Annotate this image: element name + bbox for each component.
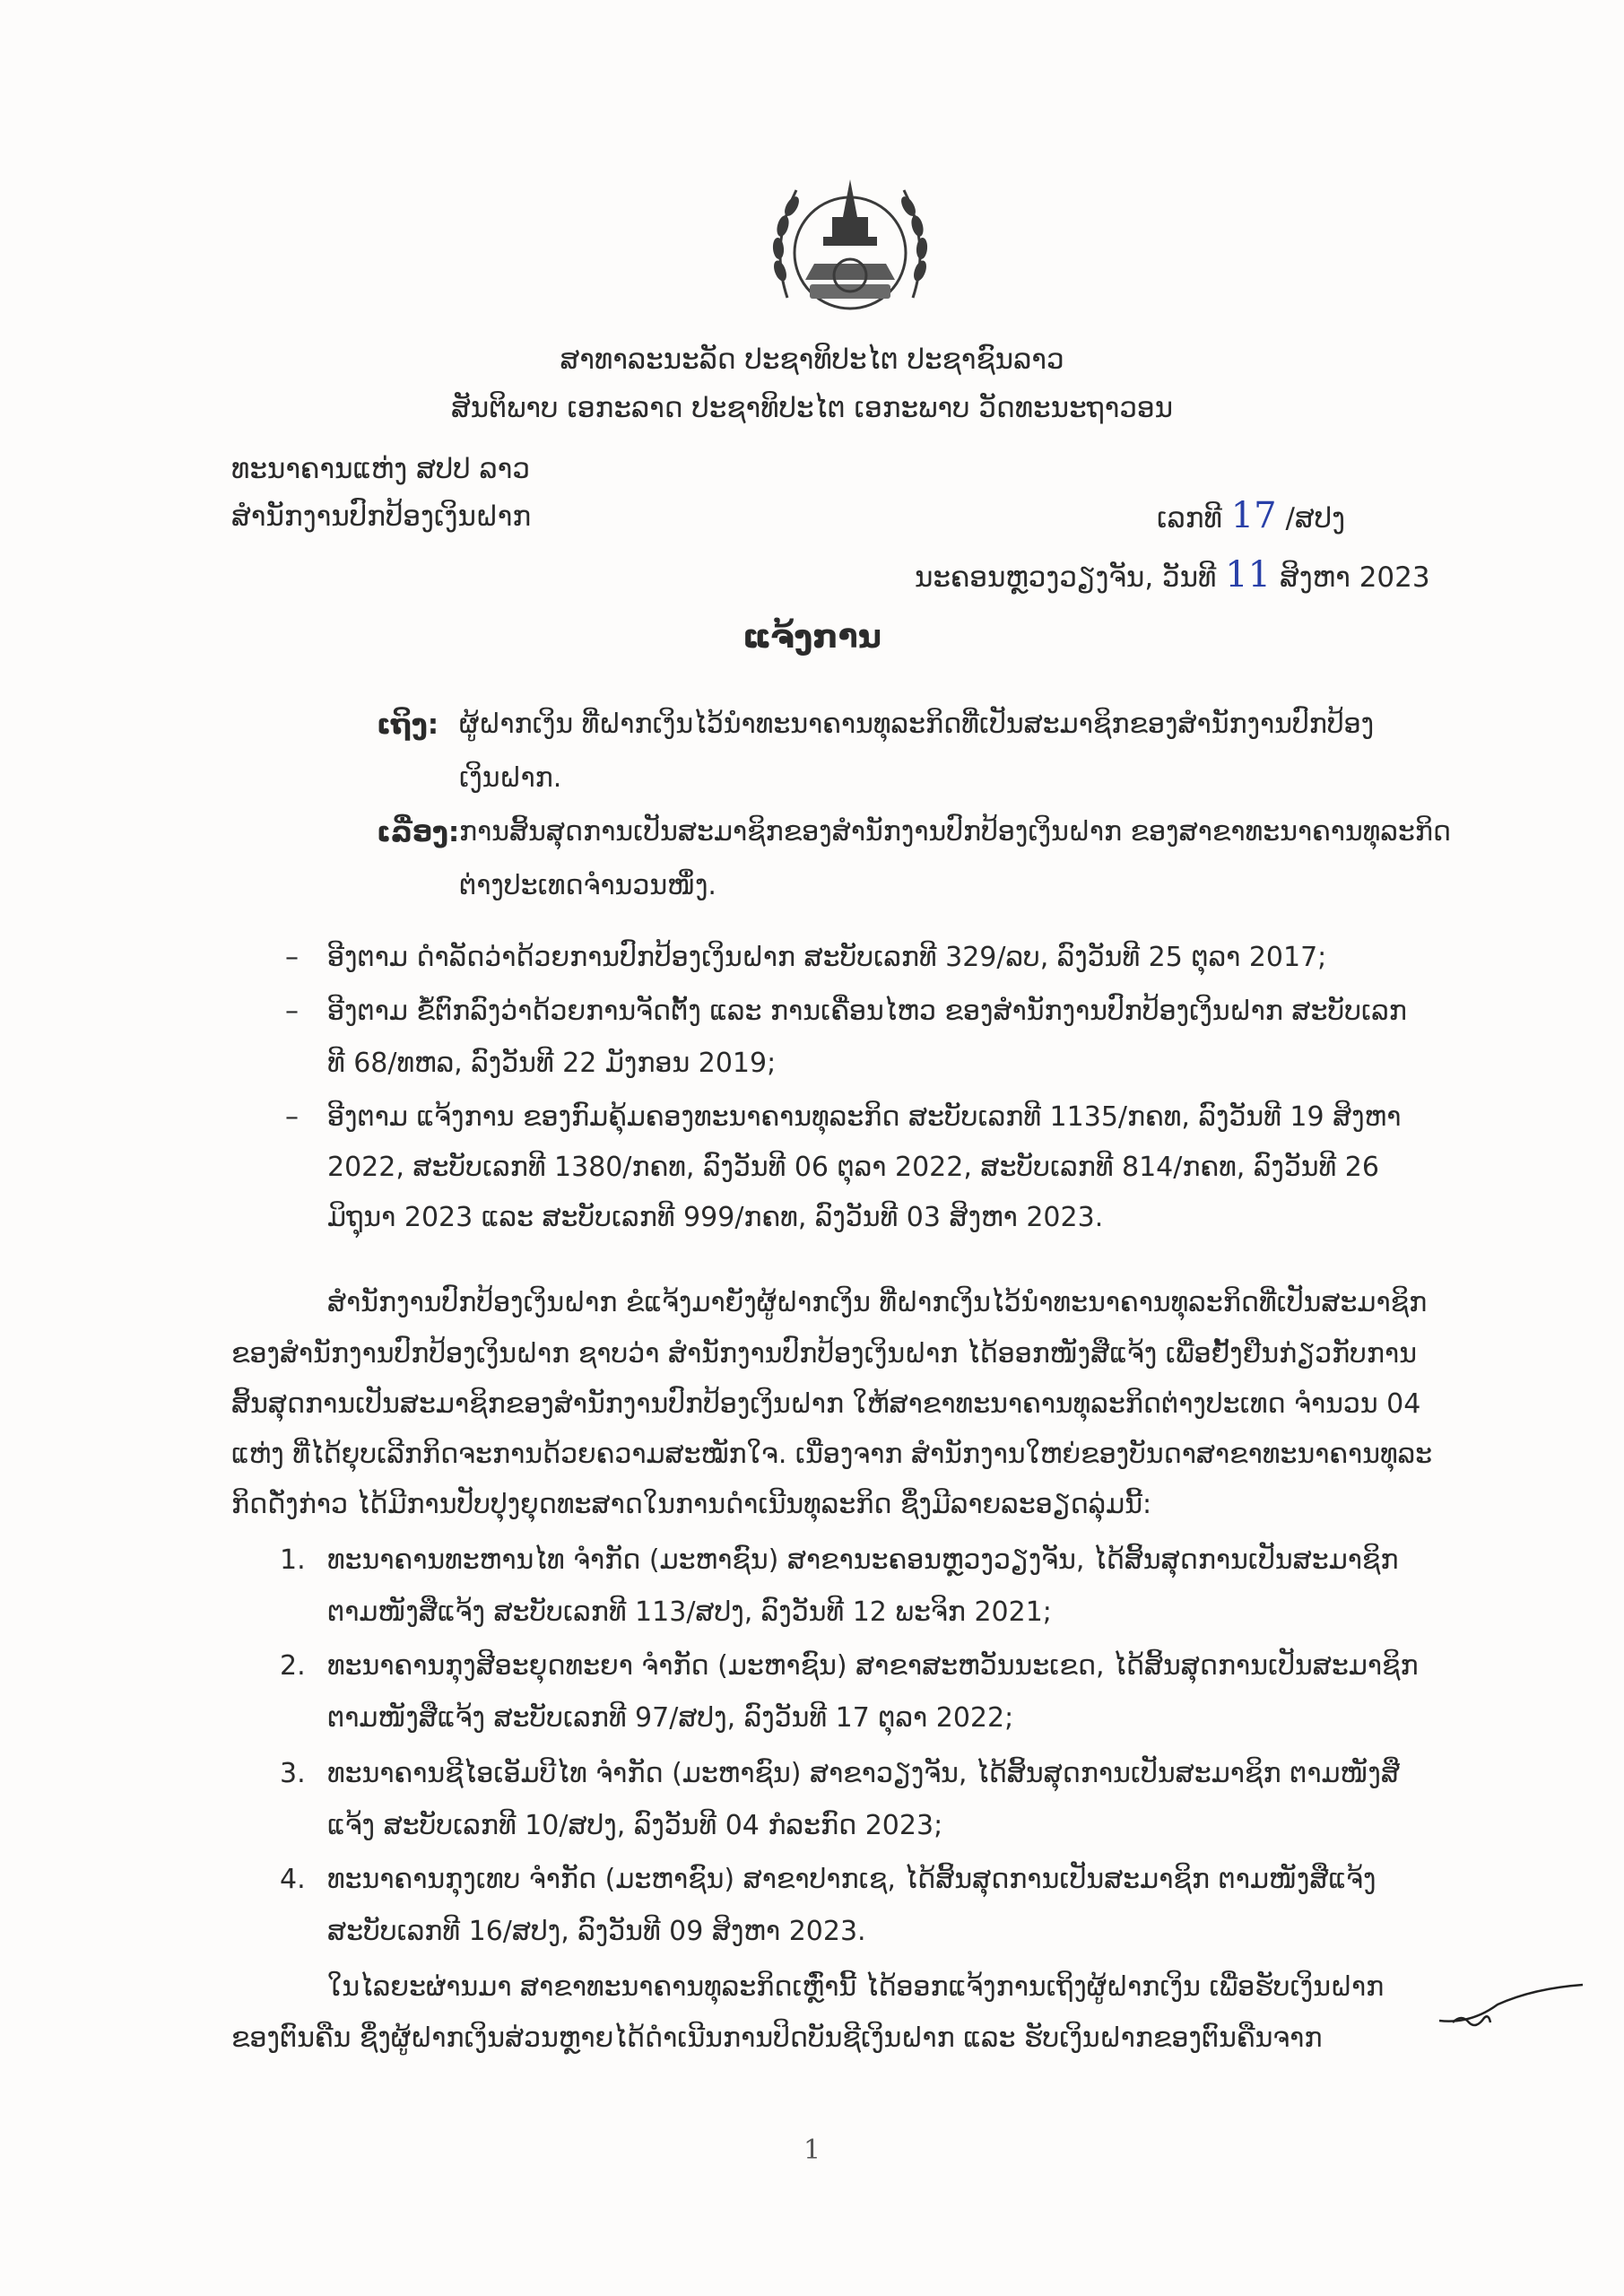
number-suffix: /ສປງ (1285, 502, 1346, 535)
list-item-3-line-2: ແຈ້ງ ສະບັບເລກທີ 10/ສປງ, ລົງວັນທີ 04 ກໍລະກົດ 2023; (327, 1810, 943, 1841)
list-item-2-line-1: ທະນາຄານກຸງສີອະຍຸດທະຍາ ຈຳກັດ (ມະຫາຊົນ) ສາຂາສະຫວັນນະເຂດ, ໄດ້ສິ້ນສຸດການເປັນສະມາຊິກ (327, 1650, 1419, 1682)
list-item-1-line-2: ຕາມໜັງສືແຈ້ງ ສະບັບເລກທີ 113/ສປງ, ລົງວັນທີ 12 ພະຈິກ 2021; (327, 1596, 1052, 1628)
signature-initials-icon (1435, 1978, 1587, 2031)
body-line-5: ກິດດັ່ງກ່າວ ໄດ້ມີການປັບປຸງຍຸດທະສາດໃນການດຳເນີນທຸລະກິດ ຊຶ່ງມີລາຍລະອຽດລຸ່ມນີ້: (231, 1489, 1152, 1520)
closing-line-1: ໃນໄລຍະຜ່ານມາ ສາຂາທະນາຄານທຸລະກິດເຫຼົ່ານີ້ ໄດ້ອອກແຈ້ງການເຖິງຜູ້ຝາກເງິນ ເພື່ອຮັບເງິນຝາກ (327, 1971, 1385, 2003)
subject-label: ເລື່ອງ: (377, 816, 460, 848)
list-item-2-line-2: ຕາມໜັງສືແຈ້ງ ສະບັບເລກທີ 97/ສປງ, ລົງວັນທີ 17 ຕຸລາ 2022; (327, 1702, 1014, 1734)
place-date-prefix: ນະຄອນຫຼວງວຽງຈັນ, ວັນທີ (915, 561, 1217, 594)
subject-line-1: ການສິ້ນສຸດການເປັນສະມາຊິກຂອງສຳນັກງານປົກປ້ອງເງິນຝາກ ຂອງສາຂາທະນາຄານທຸລະກິດ (459, 816, 1452, 848)
body-line-2: ຂອງສຳນັກງານປົກປ້ອງເງິນຝາກ ຊາບວ່າ ສຳນັກງານປົກປ້ອງເງິນຝາກ ໄດ້ອອກໜັງສືແຈ້ງ ເພື່ອຢັ້ງຢືນກ່ຽວກັບການ (231, 1338, 1417, 1370)
document-title: ແຈ້ງການ (743, 619, 881, 656)
list-item-4-line-1: ທະນາຄານກຸງເທບ ຈຳກັດ (ມະຫາຊົນ) ສາຂາປາກເຊ, ໄດ້ສິ້ນສຸດການເປັນສະມາຊິກ ຕາມໜັງສືແຈ້ງ (327, 1864, 1376, 1895)
reference-dash: – (285, 942, 299, 973)
reference-2-line-1: ອີງຕາມ ຂໍ້ຕົກລົງວ່າດ້ວຍການຈັດຕັ້ງ ແລະ ການເຄື່ອນໄຫວ ຂອງສຳນັກງານປົກປ້ອງເງິນຝາກ ສະບັບເລກ (327, 996, 1407, 1027)
national-motto: ສັນຕິພາບ ເອກະລາດ ປະຊາທິປະໄຕ ເອກະພາບ ວັດທະນະຖາວອນ (450, 392, 1174, 424)
date-month-year: ສິງຫາ 2023 (1280, 561, 1430, 594)
body-line-3: ສິ້ນສຸດການເປັນສະມາຊິກຂອງສຳນັກງານປົກປ້ອງເງິນຝາກ ໃຫ້ສາຂາທະນາຄານທຸລະກິດຕ່າງປະເທດ ຈຳນວນ 04 (231, 1388, 1421, 1420)
place-date (915, 554, 1430, 596)
date-day: 11 (1225, 554, 1272, 596)
reference-dash: – (285, 1101, 299, 1133)
issuing-bank: ທະນາຄານແຫ່ງ ສປປ ລາວ (231, 453, 530, 485)
to-line-1: ຜູ້ຝາກເງິນ ທີ່ຝາກເງິນໄວ້ນຳທະນາຄານທຸລະກິດທີ່ເປັນສະມາຊິກຂອງສຳນັກງານປົກປ້ອງ (459, 709, 1375, 740)
subject-line-2: ຕ່າງປະເທດຈຳນວນໜຶ່ງ. (459, 870, 716, 901)
list-item-1-line-1: ທະນາຄານທະຫານໄທ ຈຳກັດ (ມະຫາຊົນ) ສາຂານະຄອນຫຼວງວຽງຈັນ, ໄດ້ສິ້ນສຸດການເປັນສະມາຊິກ (327, 1544, 1399, 1576)
list-item-number: 3. (280, 1758, 306, 1789)
reference-3-line-1: ອີງຕາມ ແຈ້ງການ ຂອງກົມຄຸ້ມຄອງທະນາຄານທຸລະກິດ ສະບັບເລກທີ 1135/ກຄທ, ລົງວັນທີ 19 ສິງຫາ (327, 1101, 1402, 1133)
reference-3-line-3: ມິຖຸນາ 2023 ແລະ ສະບັບເລກທີ 999/ກຄທ, ລົງວັນທີ 03 ສິງຫາ 2023. (327, 1202, 1104, 1233)
national-emblem-icon (760, 163, 940, 334)
number-value: 17 (1230, 495, 1277, 536)
list-item-4-line-2: ສະບັບເລກທີ 16/ສປງ, ລົງວັນທີ 09 ສິງຫາ 2023. (327, 1916, 866, 1947)
list-item-number: 1. (280, 1544, 306, 1576)
reference-2-line-2: ທີ 68/ທຫລ, ລົງວັນທີ 22 ມັງກອນ 2019; (327, 1048, 777, 1079)
reference-dash: – (285, 996, 299, 1027)
to-line-2: ເງິນຝາກ. (459, 762, 562, 794)
page-number: 1 (803, 2135, 821, 2166)
list-item-number: 4. (280, 1864, 306, 1895)
to-label: ເຖິງ: (377, 709, 439, 741)
reference-3-line-2: 2022, ສະບັບເລກທີ 1380/ກຄທ, ລົງວັນທີ 06 ຕຸລາ 2022, ສະບັບເລກທີ 814/ກຄທ, ລົງວັນທີ 26 (327, 1152, 1379, 1183)
reference-1-line-1: ອີງຕາມ ດຳລັດວ່າດ້ວຍການປົກປ້ອງເງິນຝາກ ສະບັບເລກທີ 329/ລບ, ລົງວັນທີ 25 ຕຸລາ 2017; (327, 942, 1327, 973)
closing-line-2: ຂອງຕົນຄືນ ຊຶ່ງຜູ້ຝາກເງິນສ່ວນຫຼາຍໄດ້ດຳເນີນການປິດບັນຊີເງິນຝາກ ແລະ ຮັບເງິນຝາກຂອງຕົນຄືນຈາກ (231, 2022, 1323, 2054)
document-number (1157, 495, 1345, 536)
list-item-number: 2. (280, 1650, 306, 1682)
number-prefix: ເລກທີ (1157, 502, 1222, 535)
list-item-3-line-1: ທະນາຄານຊີໄອເອັມບີໄທ ຈຳກັດ (ມະຫາຊົນ) ສາຂາວຽງຈັນ, ໄດ້ສິ້ນສຸດການເປັນສະມາຊິກ ຕາມໜັງສື (327, 1758, 1400, 1789)
republic-name: ສາທາລະນະລັດ ປະຊາທິປະໄຕ ປະຊາຊົນລາວ (560, 344, 1064, 376)
issuing-office: ສຳນັກງານປົກປ້ອງເງິນຝາກ (231, 500, 532, 533)
body-line-4: ແຫ່ງ ທີ່ໄດ້ຍຸບເລີກກິດຈະການດ້ວຍຄວາມສະໝັກໃຈ. ເນື່ອງຈາກ ສຳນັກງານໃຫຍ່ຂອງບັນດາສາຂາທະນາຄານທຸລະ (231, 1439, 1433, 1470)
body-line-1: ສຳນັກງານປົກປ້ອງເງິນຝາກ ຂໍແຈ້ງມາຍັງຜູ້ຝາກເງິນ ທີ່ຝາກເງິນໄວ້ນຳທະນາຄານທຸລະກິດທີ່ເປັນສະມາຊິກ (327, 1287, 1428, 1318)
